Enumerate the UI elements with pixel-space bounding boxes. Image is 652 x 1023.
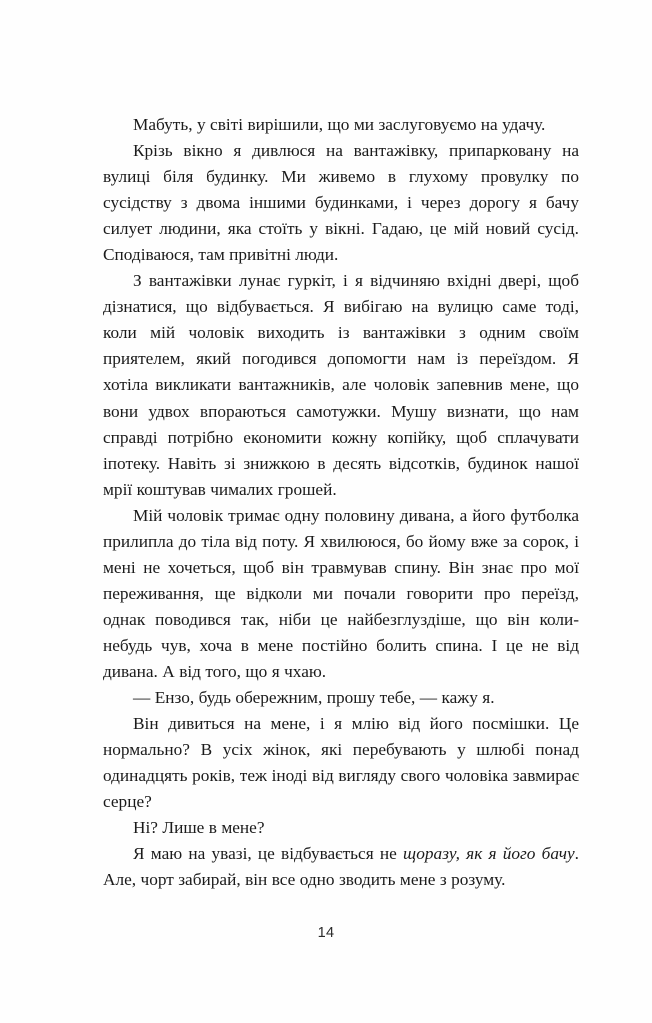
paragraph: Мій чоловік тримає одну половину дивана, а його футболка прилипла до тіла від поту. Я хвилююся, бо йому вже за сорок, і мені не хочеться, щоб він травмував спину. Він знає про мої переживання, ще відколи ми почали говорити про переїзд, однак поводився так, ніби це найбезглуздіше, що він коли-небудь чув, хоча в мене постійно болить спина. І це не від дивана. А від того, що я чхаю. — [103, 505, 579, 681]
paragraph: З вантажівки лунає гуркіт, і я відчиняю вхідні двері, щоб дізнатися, що відбувається. Я вибігаю на вулицю саме тоді, коли мій чоловік виходить із вантажівки з одним своїм приятелем, який погодився допомогти нам із переїздом. Я хотіла викликати вантажників, але чоловік запевнив мене, що вони удвох впораються самотужки. Мушу визнати, що нам справді потрібно економити кожну копійку, щоб сплачувати іпотеку. Навіть зі знижкою в десять відсотків, будинок нашої мрії коштував чималих грошей. — [103, 271, 579, 499]
paragraph-text-prefix: Я маю на увазі, це відбувається не — [133, 844, 404, 864]
paragraph: Мабуть, у світі вирішили, що ми заслуговуємо на удачу. — [133, 115, 546, 134]
paragraph-with-italic — [103, 841, 579, 893]
page-number: 14 — [317, 925, 335, 941]
paragraph: Крізь вікно я дивлюся на вантажівку, припарковану на вулиці біля будинку. Ми живемо в глухому провулку по сусідству з двома іншими будинками, і через дорогу я бачу силует людини, яка стоїть у вікні. Гадаю, це мій новий сусід. Сподіваюся, там привітні люди. — [103, 141, 579, 265]
page-text-block — [103, 112, 579, 893]
paragraph-text-suffix: . Але, чорт забирай, він все одно зводить мене з розуму. — [103, 844, 579, 890]
dialogue-paragraph: — Ензо, будь обережним, прошу тебе, — кажу я. — [133, 688, 495, 708]
emphasized-phrase: щоразу, як я його бачу — [403, 844, 575, 864]
paragraph: Ні? Лише в мене? — [133, 818, 265, 838]
paragraph: Він дивиться на мене, і я млію від його посмішки. Це нормально? В усіх жінок, які перебувають у шлюбі понад одинадцять років, теж іноді від вигляду свого чоловіка завмирає серце? — [103, 714, 579, 812]
